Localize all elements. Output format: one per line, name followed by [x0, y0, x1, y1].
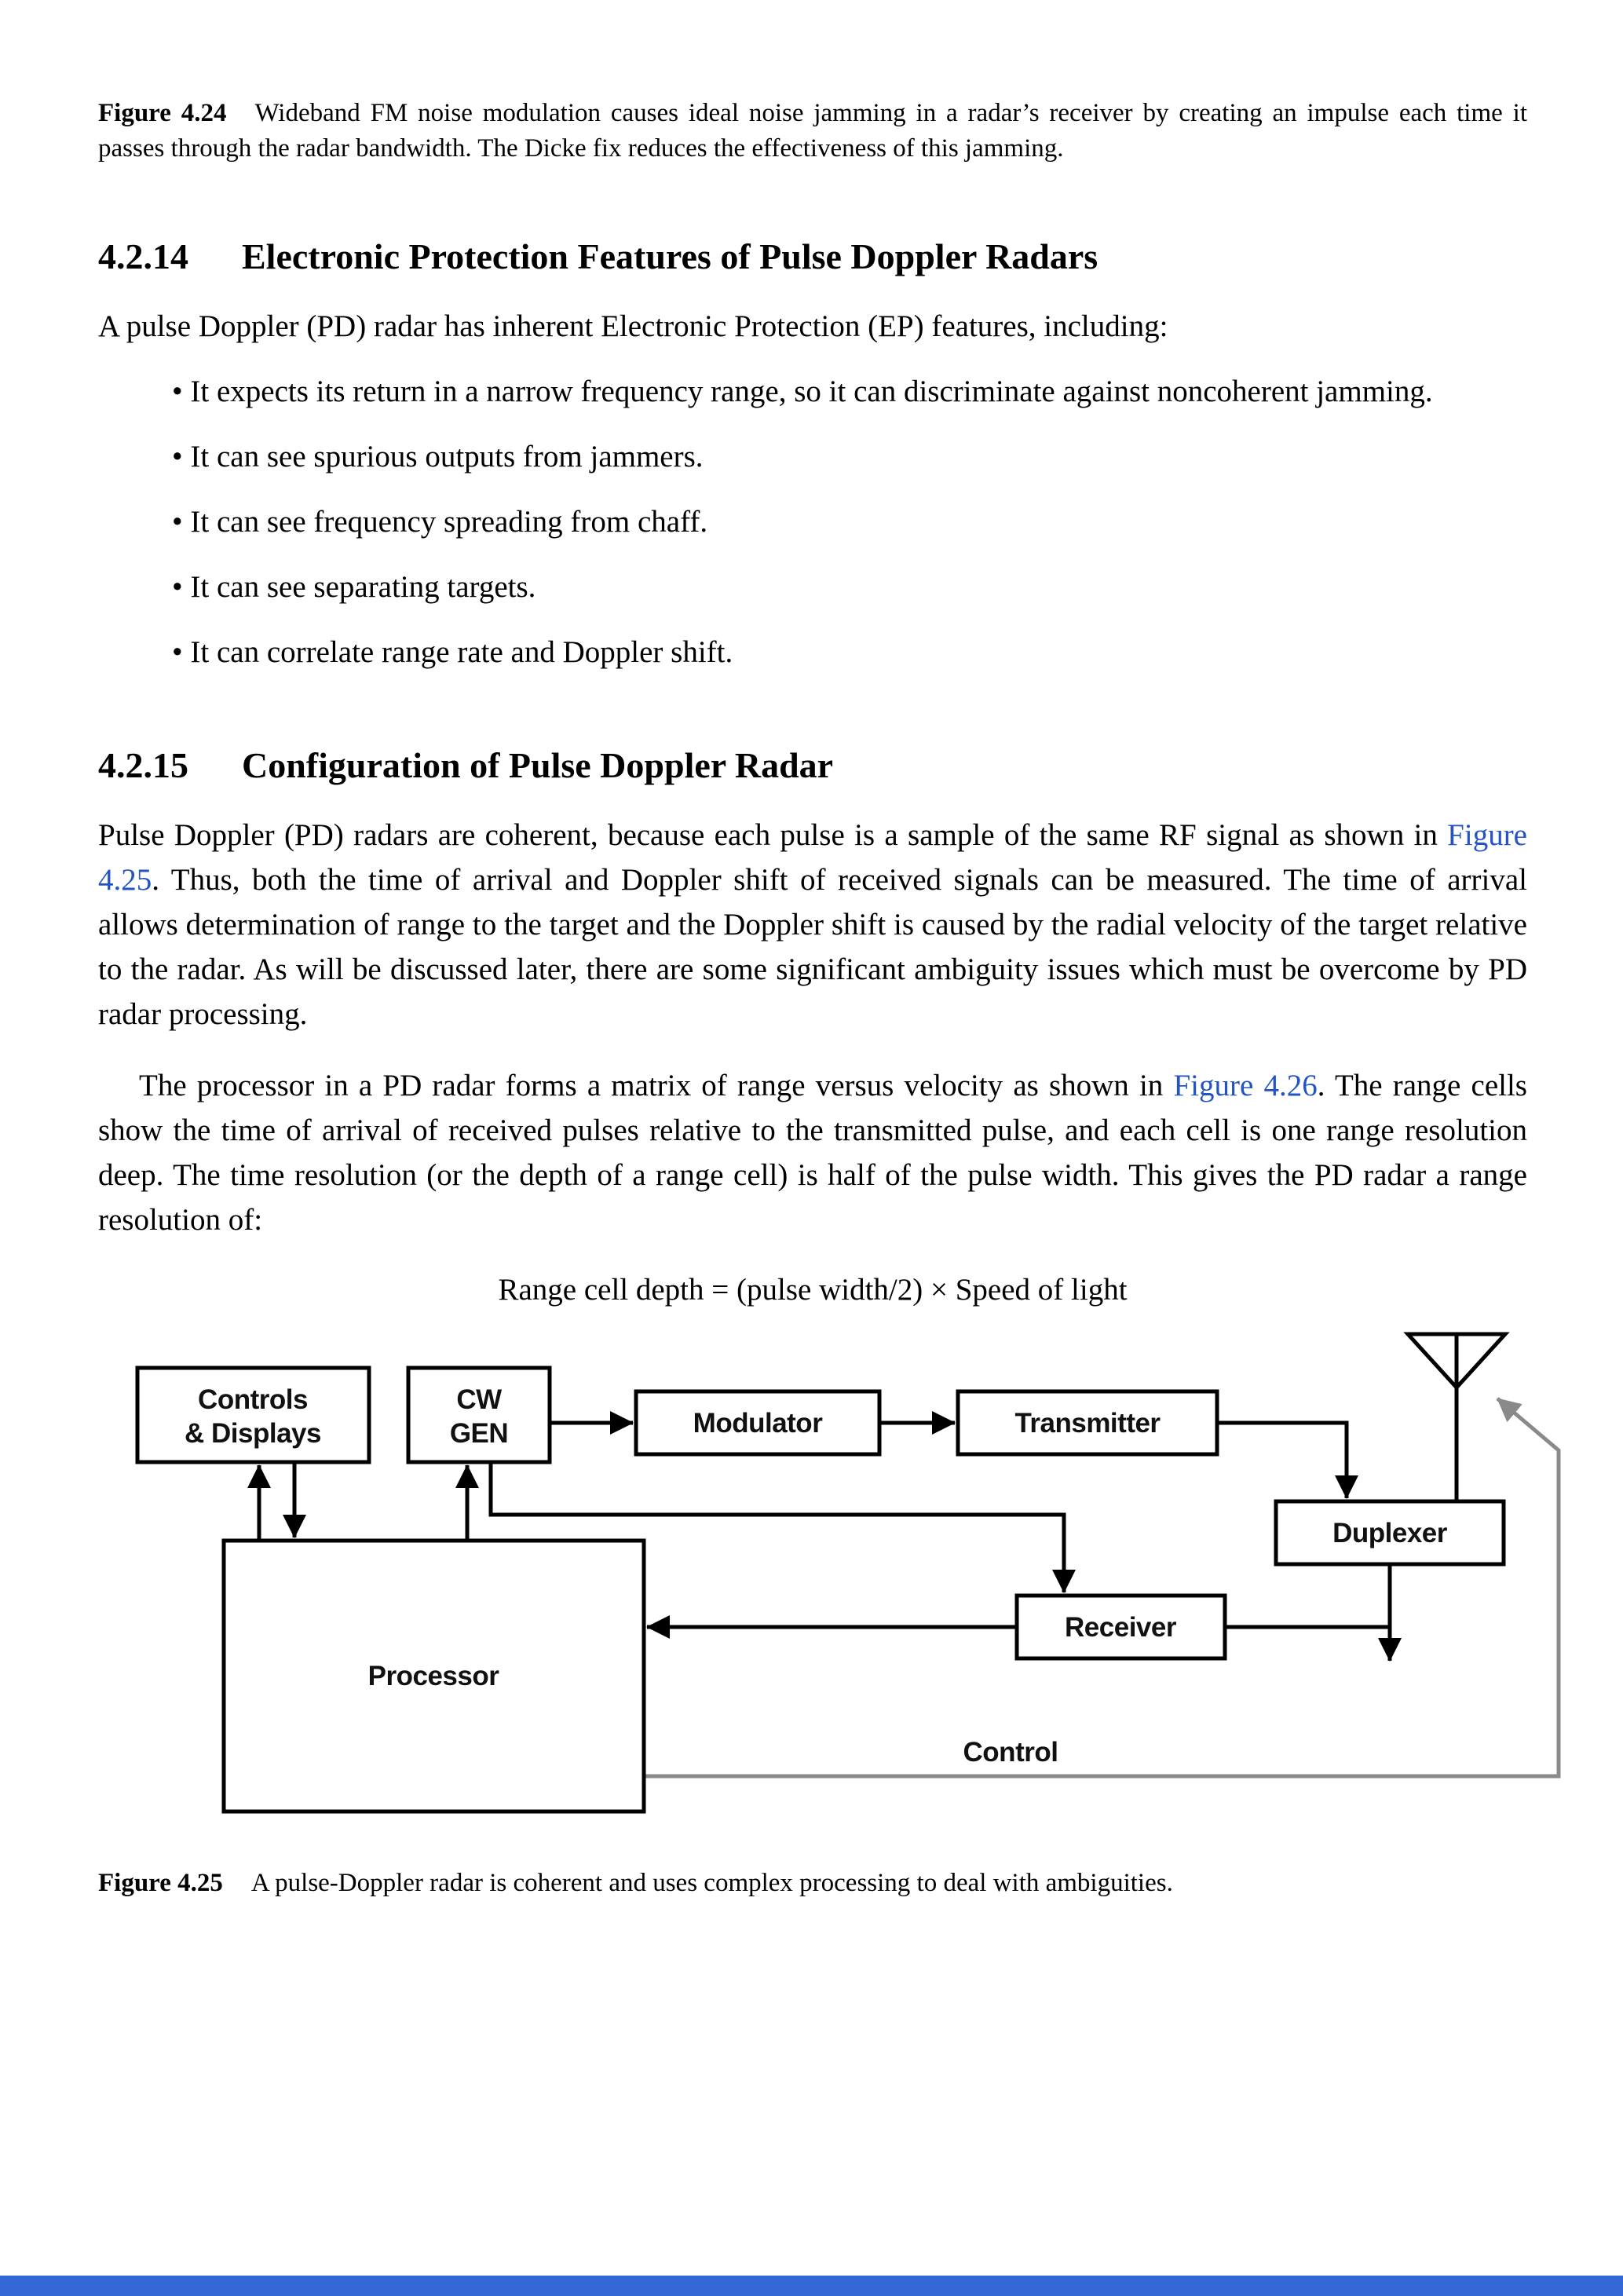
ep-features-list — [98, 369, 1527, 675]
figure-424-caption-label: Figure 4.24 — [98, 99, 227, 127]
figure-424-caption — [98, 96, 1527, 166]
paragraph-text: The processor in a PD radar forms a matrix of range versus velocity as shown in — [139, 1068, 1174, 1102]
modulator-label: Modulator — [693, 1407, 823, 1439]
figure-4-26-link[interactable]: Figure 4.26 — [1173, 1068, 1318, 1102]
paragraph-text: Pulse Doppler (PD) radars are coherent, because each pulse is a sample of the same RF signal as shown in — [98, 817, 1448, 852]
intro-paragraph: A pulse Doppler (PD) radar has inherent Electronic Protection (EP) features, including: — [98, 309, 1168, 344]
range-cell-equation: Range cell depth = (pulse width/2) × Speed of light — [498, 1272, 1128, 1307]
section-heading-4-2-14 — [98, 236, 1527, 277]
list-item: • It can see separating targets. — [98, 565, 1527, 609]
list-item: • It can correlate range rate and Doppler shift. — [98, 630, 1527, 675]
receiver-label: Receiver — [1065, 1611, 1176, 1643]
cw-gen-label: CW — [456, 1384, 502, 1415]
section-number: 4.2.15 — [98, 744, 188, 785]
paragraph-configuration-1 — [98, 813, 1527, 1036]
figure-425-caption-label: Figure 4.25 — [98, 1868, 223, 1897]
duplexer-label: Duplexer — [1332, 1517, 1447, 1548]
figure-424-caption-text: Wideband FM noise modulation causes ideal noise jamming in a radar’s receiver by creating an impulse each time it passes through the radar bandwidth. The Dicke fix reduces the effectiveness of this jamming. — [98, 99, 1527, 163]
diagram-boxes — [137, 1334, 1505, 1812]
figure-425-caption — [98, 1866, 1527, 1901]
section-number: 4.2.14 — [98, 236, 188, 277]
cw-gen-label: GEN — [449, 1417, 509, 1449]
paragraph-text: . Thus, both the time of arrival and Doppler shift of received signals can be measured. The time of arrival allows determination of range to the target and the Doppler shift is caused by the radial velocity of the target relative to the radar. As will be discussed later, there are some significant ambiguity issues which must be overcome by PD radar processing. — [98, 862, 1527, 1031]
controls-displays-label: Controls — [198, 1384, 308, 1415]
control-line-label: Control — [963, 1736, 1058, 1768]
section-title: Electronic Protection Features of Pulse Doppler Radars — [242, 236, 1098, 277]
figure-4-25-link[interactable]: Figure 4.25 — [98, 817, 1527, 897]
paragraph-text: . The range cells show the time of arrival of received pulses relative to the transmitted pulse, and each cell is one range resolution deep. The time resolution (or the depth of a range cell) is half of the pulse width. This gives the PD radar a range resolution of: — [98, 1068, 1527, 1237]
list-item: • It can see spurious outputs from jammers. — [98, 434, 1527, 479]
processor-label: Processor — [367, 1660, 499, 1691]
transmitter-label: Transmitter — [1014, 1407, 1161, 1439]
controls-displays-label: & Displays — [185, 1417, 321, 1449]
footer-bar — [0, 2276, 1623, 2296]
section-heading-4-2-15 — [98, 744, 1527, 786]
figure-425-caption-text: A pulse-Doppler radar is coherent and uses complex processing to deal with ambiguities. — [250, 1868, 1173, 1897]
block-diagram-svg — [98, 1325, 1590, 1831]
section-title: Configuration of Pulse Doppler Radar — [242, 744, 834, 785]
block-diagram — [98, 1325, 1590, 1831]
list-item: • It expects its return in a narrow frequency range, so it can discriminate against noncoherent jamming. — [98, 369, 1527, 414]
paragraph-configuration-2 — [98, 1063, 1527, 1242]
transmitter-to-duplexer-arrow — [1217, 1423, 1347, 1498]
list-item: • It can see frequency spreading from chaff. — [98, 499, 1527, 544]
